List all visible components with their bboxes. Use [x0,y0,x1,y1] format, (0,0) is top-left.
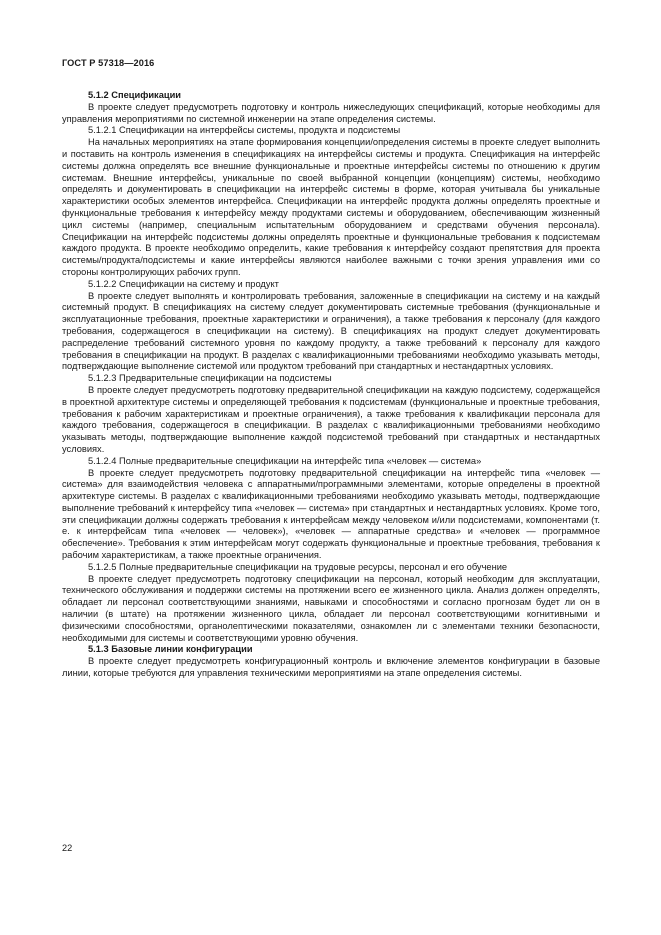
subsection-title-5-1-2-3: 5.1.2.3 Предварительные спецификации на подсистемы [88,373,332,384]
document-header: ГОСТ Р 57318—2016 [62,58,155,68]
page-body [62,90,600,680]
paragraph: В проекте следует предусмотреть подготовку предварительной спецификации на интерфейс типа «человек — система» для взаимодействия человека с аппаратными/программными элементами, которые определены в проектной архитектуре системы. В разделах с квалификационными требованиями необходимо указывать методы, подтверждающие выполнение требований к интерфейсу типа «человек — система» при стандартных и нестандартных условиях. Кроме того, эти спецификации должны содержать требования к интерфейсам между человеком и/или подсистемами, компонентами (т. е. к интерфейсам типа «человек — человек»), «человек — аппаратные средства» и «человек — программное обеспечение». Требования к этим интерфейсам могут содержать функциональные и проектные требования, требования к рабочим характеристикам, а также проектные ограничения. [62,467,600,561]
subsection-title-5-1-2-1: 5.1.2.1 Спецификации на интерфейсы системы, продукта и подсистемы [88,125,401,136]
paragraph: В проекте следует предусмотреть подготовку спецификации на персонал, который необходим для эксплуатации, технического обслуживания и поддержки системы на протяжении всего ее жизненного цикла. Анализ должен определять, обладает ли персонал соответствующими знаниями, навыками и способностями и согласно прогнозам будет ли он в наличии (в штате) на протяжении жизненного цикла, обладает ли персонал соответствующими когнитивными и физическими способностями, органолептическими показателями, ознакомлен ли с элементами техники безопасности, необходимыми для системы и соответствующими уровню обучения. [62,573,600,643]
subsection-title-5-1-2-5: 5.1.2.5 Полные предварительные спецификации на трудовые ресурсы, персонал и его обучение [88,561,508,572]
paragraph: В проекте следует предусмотреть подготовку и контроль нижеследующих спецификаций, которые необходимы для управления мероприятиями по системной инженерии на этапе определения системы. [62,101,600,124]
paragraph: В проекте следует предусмотреть подготовку предварительной спецификации на каждую подсистему, содержащейся в проектной архитектуре системы и определяющей требования к подсистемам (функциональные и проектные требования, требования к рабочим характеристикам и проектные ограничения), а также требования к квалификации персонала для каждого требования, содержащегося в спецификации. В разделах с квалификационными требованиями необходимо указывать методы, подтверждающие выполнение каждой подсистемой требований при стандартных и нестандартных условиях. [62,384,600,454]
paragraph: На начальных мероприятиях на этапе формирования концепции/определения системы в проекте следует выполнить и поставить на контроль изменения в спецификациях на интерфейсы системы и продукта. Спецификация на интерфейс системы должна определять все внешние функциональные и проектные интерфейсы системы по отношению к другим системам. Внешние интерфейсы, уникальные по своей выбранной концепции (концепциям) системы, необходимо определять и документировать в спецификации на интерфейс системы в форме, которая учитывала бы уникальные характеристики особых элементов интерфейса. Спецификации на интерфейс продукта должны определять проектные и функциональные требования к интерфейсу между продуктами системы и оборудованием, обеспечивающим жизненный цикл системы (например, специальным испытательным оборудованием и средствами обучения персонала). Спецификации на интерфейс подсистемы должны определять проектные и функциональные требования к подсистемам каждого продукта. В проекте необходимо определить, какие требования к интерфейсу создают препятствия для проекта системы/продукта/подсистемы и какие интерфейсы являются наиболее важными с точки зрения управления ими со стороны контролирующих рабочих групп. [62,137,600,277]
paragraph: В проекте следует выполнять и контролировать требования, заложенные в спецификации на систему и на каждый системный продукт. В спецификациях на систему следует документировать системные требования (функциональные и эксплуатационные требования, проектные характеристики и ограничения), а также требования к персоналу (для каждого требования, содержащегося в спецификации на систему). В спецификациях на продукт следует документировать распределение требований системного уровня по каждому продукту, а также требований к персоналу для каждого требования в спецификации на продукт. В разделах с квалификационными требованиями необходимо указывать методы, подтверждающие выполнение системой или продуктом требований при стандартных и нестандартных условиях. [62,290,600,372]
paragraph: В проекте следует предусмотреть конфигурационный контроль и включение элементов конфигурации в базовые линии, которые требуются для управления техническими мероприятиями на этапе определения системы. [62,656,600,679]
section-heading-5-1-3: 5.1.3 Базовые линии конфигурации [88,644,253,655]
subsection-title-5-1-2-4: 5.1.2.4 Полные предварительные спецификации на интерфейс типа «человек — система» [88,455,482,466]
section-heading-5-1-2: 5.1.2 Спецификации [88,90,182,100]
page-number: 22 [62,843,73,853]
subsection-title-5-1-2-2: 5.1.2.2 Спецификации на систему и продукт [88,278,279,289]
